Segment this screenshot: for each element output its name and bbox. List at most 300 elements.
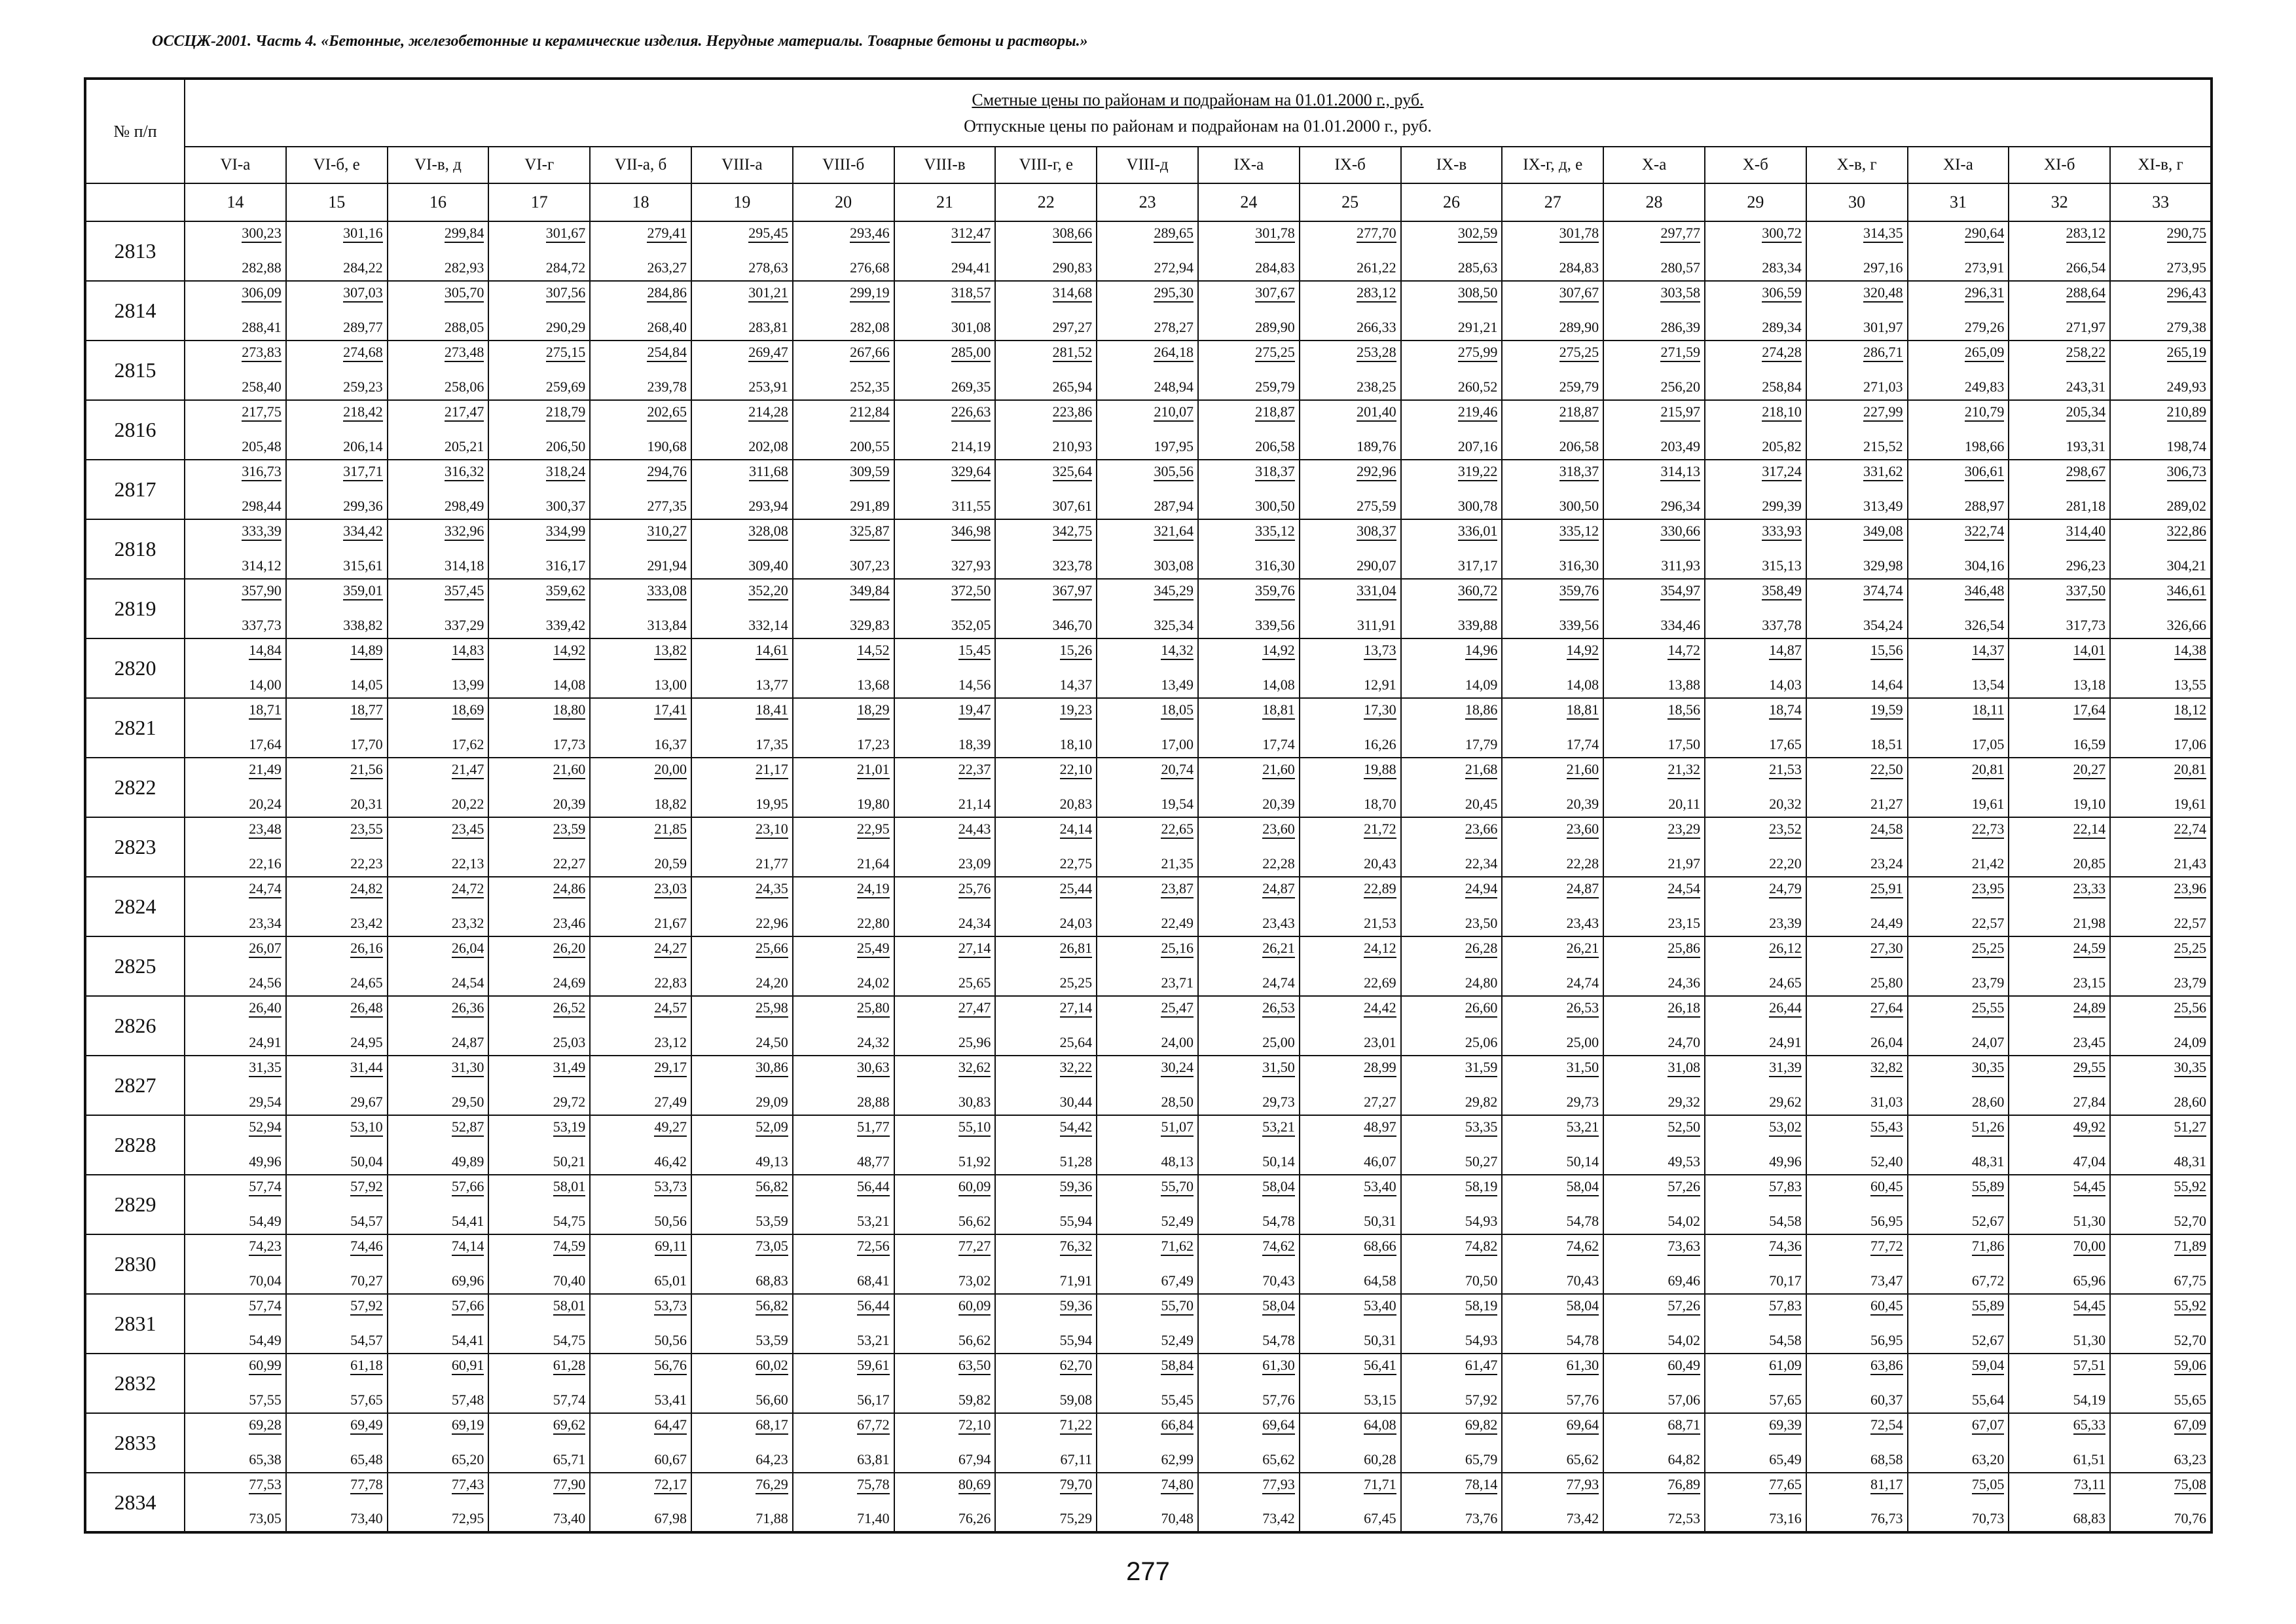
estimate-price: 26,18 bbox=[1667, 999, 1700, 1018]
estimate-price: 52,94 bbox=[249, 1118, 282, 1137]
price-cell bbox=[691, 1473, 793, 1532]
estimate-price: 55,70 bbox=[1161, 1297, 1194, 1316]
release-price: 23,32 bbox=[451, 915, 484, 931]
estimate-price: 58,84 bbox=[1161, 1357, 1194, 1375]
price-cell bbox=[488, 579, 590, 638]
release-price: 338,82 bbox=[343, 617, 383, 633]
price-cell bbox=[1300, 400, 1401, 460]
price-cell bbox=[185, 1473, 286, 1532]
release-price: 190,68 bbox=[647, 438, 687, 454]
price-cell bbox=[2110, 1175, 2212, 1234]
release-price: 22,57 bbox=[1971, 915, 2005, 931]
release-price: 70,27 bbox=[350, 1272, 383, 1289]
release-price: 54,78 bbox=[1566, 1213, 1599, 1229]
release-price: 60,37 bbox=[1870, 1392, 1903, 1408]
release-price: 64,82 bbox=[1667, 1451, 1700, 1467]
table-row bbox=[85, 1175, 2212, 1234]
release-price: 23,50 bbox=[1465, 915, 1498, 931]
estimate-price: 69,62 bbox=[553, 1416, 586, 1435]
release-price: 20,39 bbox=[1566, 796, 1599, 812]
release-price: 55,45 bbox=[1161, 1392, 1194, 1408]
price-cell bbox=[1908, 221, 2009, 281]
estimate-price: 21,85 bbox=[654, 821, 687, 839]
release-price: 13,55 bbox=[2174, 676, 2206, 693]
price-cell bbox=[1806, 638, 1908, 698]
price-cell bbox=[691, 1354, 793, 1413]
column-index: 32 bbox=[2009, 183, 2110, 221]
release-price: 198,74 bbox=[2166, 438, 2206, 454]
price-cell bbox=[590, 221, 691, 281]
price-cell bbox=[1097, 1473, 1198, 1532]
release-price: 24,02 bbox=[857, 974, 890, 991]
price-cell bbox=[185, 1294, 286, 1354]
price-cell bbox=[1908, 817, 2009, 877]
price-cell bbox=[590, 1413, 691, 1473]
price-cell bbox=[1806, 341, 1908, 400]
estimate-price: 24,82 bbox=[350, 880, 383, 898]
price-cell bbox=[590, 877, 691, 936]
release-price: 18,70 bbox=[1364, 796, 1396, 812]
estimate-price: 301,16 bbox=[343, 225, 383, 243]
estimate-price: 24,59 bbox=[2073, 940, 2106, 958]
release-price: 54,57 bbox=[350, 1332, 383, 1348]
estimate-price: 219,46 bbox=[1458, 403, 1498, 422]
price-cell bbox=[488, 1056, 590, 1115]
price-cell bbox=[286, 877, 388, 936]
release-price: 70,50 bbox=[1465, 1272, 1498, 1289]
estimate-price: 27,14 bbox=[1060, 999, 1093, 1018]
release-price: 337,73 bbox=[242, 617, 282, 633]
release-price: 272,94 bbox=[1154, 259, 1194, 276]
release-price: 259,79 bbox=[1255, 378, 1295, 395]
price-cell bbox=[1705, 817, 1806, 877]
release-price: 323,78 bbox=[1052, 557, 1093, 574]
row-number: 2823 bbox=[85, 817, 185, 877]
release-price: 23,45 bbox=[2073, 1034, 2106, 1050]
estimate-price: 60,45 bbox=[1870, 1297, 1903, 1316]
release-price: 21,42 bbox=[1971, 855, 2005, 872]
release-price: 20,39 bbox=[553, 796, 586, 812]
estimate-price: 32,82 bbox=[1870, 1059, 1903, 1077]
release-price: 71,91 bbox=[1059, 1272, 1093, 1289]
release-price: 265,94 bbox=[1052, 378, 1093, 395]
estimate-price: 67,09 bbox=[2174, 1416, 2207, 1435]
release-price: 20,43 bbox=[1364, 855, 1396, 872]
estimate-price: 273,83 bbox=[242, 344, 282, 362]
estimate-price: 23,60 bbox=[1262, 821, 1295, 839]
table-row bbox=[85, 758, 2212, 817]
release-price: 301,97 bbox=[1863, 319, 1903, 335]
price-cell bbox=[1502, 341, 1603, 400]
release-price: 307,61 bbox=[1052, 498, 1093, 514]
estimate-price: 330,66 bbox=[1660, 523, 1700, 541]
price-cell bbox=[1097, 221, 1198, 281]
estimate-price: 26,21 bbox=[1567, 940, 1599, 958]
price-cell bbox=[1502, 698, 1603, 758]
release-price: 23,43 bbox=[1566, 915, 1599, 931]
release-price: 73,76 bbox=[1465, 1510, 1498, 1526]
estimate-price: 81,17 bbox=[1870, 1476, 1903, 1494]
price-cell bbox=[793, 936, 894, 996]
release-price: 249,93 bbox=[2166, 378, 2206, 395]
price-cell bbox=[388, 638, 489, 698]
release-price: 339,56 bbox=[1255, 617, 1295, 633]
price-cell bbox=[2110, 400, 2212, 460]
price-cell bbox=[286, 400, 388, 460]
estimate-price: 59,36 bbox=[1060, 1297, 1093, 1316]
release-price: 54,75 bbox=[553, 1213, 586, 1229]
column-index: 28 bbox=[1603, 183, 1705, 221]
estimate-price: 331,04 bbox=[1357, 582, 1396, 600]
price-cell bbox=[286, 817, 388, 877]
document-header: ОССЦЖ-2001. Часть 4. «Бетонные, железобетонные и керамические изделия. Нерудные материалы. Товарные бетоны и растворы.» bbox=[152, 33, 1088, 50]
price-cell bbox=[488, 638, 590, 698]
price-cell bbox=[793, 638, 894, 698]
release-price: 54,75 bbox=[553, 1332, 586, 1348]
table-row bbox=[85, 1056, 2212, 1115]
estimate-price: 26,28 bbox=[1465, 940, 1498, 958]
estimate-price: 58,19 bbox=[1465, 1178, 1498, 1196]
price-cell bbox=[1502, 936, 1603, 996]
estimate-price: 23,95 bbox=[1972, 880, 2005, 898]
release-price: 50,56 bbox=[654, 1213, 687, 1229]
estimate-price: 32,62 bbox=[958, 1059, 991, 1077]
price-cell bbox=[388, 1056, 489, 1115]
release-price: 54,41 bbox=[451, 1332, 484, 1348]
estimate-price: 14,87 bbox=[1769, 642, 1802, 660]
price-cell bbox=[1806, 1294, 1908, 1354]
estimate-price: 359,76 bbox=[1559, 582, 1599, 600]
table-row bbox=[85, 1413, 2212, 1473]
price-cell bbox=[2110, 1294, 2212, 1354]
estimate-price: 17,64 bbox=[2073, 701, 2106, 720]
region-header: VIII-г, е bbox=[995, 147, 1097, 183]
estimate-price: 331,62 bbox=[1863, 463, 1903, 481]
estimate-price: 314,35 bbox=[1863, 225, 1903, 243]
estimate-price: 58,01 bbox=[553, 1297, 586, 1316]
estimate-price: 59,36 bbox=[1060, 1178, 1093, 1196]
table-title bbox=[185, 79, 2212, 147]
release-price: 288,97 bbox=[1964, 498, 2005, 514]
estimate-price: 18,29 bbox=[857, 701, 890, 720]
estimate-price: 19,88 bbox=[1364, 761, 1396, 779]
release-price: 258,84 bbox=[1762, 378, 1802, 395]
column-index-row bbox=[85, 183, 2212, 221]
estimate-price: 24,87 bbox=[1262, 880, 1295, 898]
price-cell bbox=[590, 1056, 691, 1115]
price-cell bbox=[2110, 877, 2212, 936]
release-price: 53,41 bbox=[654, 1392, 687, 1408]
price-cell bbox=[691, 1175, 793, 1234]
release-price: 311,55 bbox=[951, 498, 991, 514]
estimate-price: 56,44 bbox=[857, 1297, 890, 1316]
price-cell bbox=[590, 817, 691, 877]
price-cell bbox=[1908, 579, 2009, 638]
estimate-price: 254,84 bbox=[647, 344, 687, 362]
release-price: 25,65 bbox=[958, 974, 991, 991]
price-cell bbox=[185, 281, 286, 341]
estimate-price: 14,01 bbox=[2073, 642, 2106, 660]
price-cell bbox=[894, 341, 996, 400]
estimate-price: 77,65 bbox=[1769, 1476, 1802, 1494]
region-header: VI-а bbox=[185, 147, 286, 183]
release-price: 56,60 bbox=[756, 1392, 788, 1408]
estimate-price: 218,87 bbox=[1559, 403, 1599, 422]
estimate-price: 269,47 bbox=[748, 344, 788, 362]
release-price: 67,94 bbox=[958, 1451, 991, 1467]
price-cell bbox=[995, 1473, 1097, 1532]
price-cell bbox=[286, 519, 388, 579]
release-price: 24,91 bbox=[1769, 1034, 1802, 1050]
release-price: 275,59 bbox=[1357, 498, 1396, 514]
price-cell bbox=[894, 817, 996, 877]
price-cell bbox=[388, 1294, 489, 1354]
estimate-price: 215,97 bbox=[1660, 403, 1700, 422]
price-cell bbox=[894, 1294, 996, 1354]
price-cell bbox=[894, 1234, 996, 1294]
price-cell bbox=[590, 1234, 691, 1294]
estimate-price: 23,59 bbox=[553, 821, 586, 839]
table-row bbox=[85, 1294, 2212, 1354]
release-price: 23,79 bbox=[2174, 974, 2206, 991]
release-price: 70,40 bbox=[553, 1272, 586, 1289]
release-price: 27,27 bbox=[1364, 1094, 1396, 1110]
price-cell bbox=[388, 341, 489, 400]
estimate-price: 77,43 bbox=[452, 1476, 484, 1494]
estimate-price: 334,42 bbox=[343, 523, 383, 541]
price-cell bbox=[1097, 341, 1198, 400]
estimate-price: 14,84 bbox=[249, 642, 282, 660]
estimate-price: 63,86 bbox=[1870, 1357, 1903, 1375]
estimate-price: 360,72 bbox=[1458, 582, 1498, 600]
release-price: 57,48 bbox=[451, 1392, 484, 1408]
price-cell bbox=[1502, 221, 1603, 281]
price-cell bbox=[1401, 817, 1503, 877]
estimate-price: 264,18 bbox=[1154, 344, 1194, 362]
release-price: 57,65 bbox=[350, 1392, 383, 1408]
column-index: 24 bbox=[1198, 183, 1300, 221]
estimate-price: 30,35 bbox=[1972, 1059, 2005, 1077]
price-cell bbox=[185, 996, 286, 1056]
price-cell bbox=[894, 1473, 996, 1532]
price-cell bbox=[388, 877, 489, 936]
release-price: 69,96 bbox=[451, 1272, 484, 1289]
release-price: 17,23 bbox=[857, 736, 890, 752]
price-cell bbox=[2009, 996, 2110, 1056]
estimate-price: 15,45 bbox=[958, 642, 991, 660]
price-cell bbox=[1502, 1056, 1603, 1115]
estimate-price: 30,86 bbox=[756, 1059, 788, 1077]
price-cell bbox=[590, 400, 691, 460]
release-price: 64,23 bbox=[756, 1451, 788, 1467]
release-price: 19,10 bbox=[2073, 796, 2106, 812]
estimate-price: 57,92 bbox=[350, 1297, 383, 1316]
price-cell bbox=[1198, 460, 1300, 519]
region-header: X-а bbox=[1603, 147, 1705, 183]
price-cell bbox=[1705, 698, 1806, 758]
release-price: 326,54 bbox=[1964, 617, 2005, 633]
estimate-price: 13,82 bbox=[654, 642, 687, 660]
price-cell bbox=[286, 996, 388, 1056]
estimate-price: 18,11 bbox=[1973, 701, 2005, 720]
release-price: 73,42 bbox=[1262, 1510, 1295, 1526]
estimate-price: 18,74 bbox=[1769, 701, 1802, 720]
release-price: 68,83 bbox=[756, 1272, 788, 1289]
estimate-price: 31,39 bbox=[1769, 1059, 1802, 1077]
release-price: 16,37 bbox=[654, 736, 687, 752]
price-cell bbox=[1806, 1234, 1908, 1294]
estimate-price: 21,53 bbox=[1769, 761, 1802, 779]
price-cell bbox=[1806, 996, 1908, 1056]
estimate-price: 71,71 bbox=[1364, 1476, 1396, 1494]
release-price: 300,78 bbox=[1457, 498, 1498, 514]
price-cell bbox=[286, 1115, 388, 1175]
estimate-price: 23,48 bbox=[249, 821, 282, 839]
release-price: 65,01 bbox=[654, 1272, 687, 1289]
release-price: 54,02 bbox=[1667, 1332, 1700, 1348]
price-cell bbox=[1806, 877, 1908, 936]
price-cell bbox=[1502, 1175, 1603, 1234]
price-cell bbox=[1198, 341, 1300, 400]
estimate-price: 25,98 bbox=[756, 999, 788, 1018]
region-header: VI-б, е bbox=[286, 147, 388, 183]
release-price: 309,40 bbox=[748, 557, 788, 574]
estimate-price: 273,48 bbox=[445, 344, 484, 362]
release-price: 200,55 bbox=[850, 438, 890, 454]
release-price: 67,45 bbox=[1364, 1510, 1396, 1526]
table-row bbox=[85, 281, 2212, 341]
release-price: 50,27 bbox=[1465, 1153, 1498, 1170]
estimate-price: 307,03 bbox=[343, 284, 383, 303]
estimate-price: 55,70 bbox=[1161, 1178, 1194, 1196]
estimate-price: 71,62 bbox=[1161, 1238, 1194, 1256]
estimate-price: 17,41 bbox=[654, 701, 687, 720]
price-cell bbox=[894, 1413, 996, 1473]
release-price: 67,11 bbox=[1060, 1451, 1093, 1467]
release-price: 24,03 bbox=[1059, 915, 1093, 931]
price-cell bbox=[388, 1234, 489, 1294]
release-price: 19,61 bbox=[1971, 796, 2005, 812]
release-price: 197,95 bbox=[1154, 438, 1194, 454]
estimate-price: 275,99 bbox=[1458, 344, 1498, 362]
price-cell bbox=[1705, 1473, 1806, 1532]
estimate-price: 205,34 bbox=[2066, 403, 2106, 422]
release-price: 24,54 bbox=[451, 974, 484, 991]
release-price: 24,95 bbox=[350, 1034, 383, 1050]
column-index: 31 bbox=[1908, 183, 2009, 221]
estimate-price: 293,46 bbox=[850, 225, 890, 243]
price-cell bbox=[995, 519, 1097, 579]
estimate-price: 59,61 bbox=[857, 1357, 890, 1375]
estimate-price: 53,21 bbox=[1262, 1118, 1295, 1137]
price-cell bbox=[1401, 877, 1503, 936]
release-price: 51,92 bbox=[958, 1153, 991, 1170]
price-cell bbox=[1401, 1175, 1503, 1234]
price-cell bbox=[995, 1234, 1097, 1294]
estimate-price: 308,37 bbox=[1357, 523, 1396, 541]
estimate-price: 58,01 bbox=[553, 1178, 586, 1196]
estimate-price: 21,01 bbox=[857, 761, 890, 779]
price-cell bbox=[1806, 1056, 1908, 1115]
price-cell bbox=[691, 996, 793, 1056]
estimate-price: 60,09 bbox=[958, 1297, 991, 1316]
estimate-price: 325,64 bbox=[1053, 463, 1093, 481]
release-price: 51,30 bbox=[2073, 1332, 2106, 1348]
estimate-price: 274,28 bbox=[1762, 344, 1802, 362]
price-cell bbox=[793, 1413, 894, 1473]
estimate-price: 65,33 bbox=[2073, 1416, 2106, 1435]
estimate-price: 56,82 bbox=[756, 1297, 788, 1316]
release-price: 13,77 bbox=[756, 676, 788, 693]
estimate-price: 24,74 bbox=[249, 880, 282, 898]
release-price: 29,73 bbox=[1262, 1094, 1295, 1110]
release-price: 256,20 bbox=[1660, 378, 1700, 395]
price-cell bbox=[995, 281, 1097, 341]
release-price: 65,96 bbox=[2073, 1272, 2106, 1289]
price-cell bbox=[488, 1294, 590, 1354]
release-price: 189,76 bbox=[1357, 438, 1396, 454]
price-cell bbox=[1097, 936, 1198, 996]
price-cell bbox=[691, 638, 793, 698]
price-cell bbox=[590, 519, 691, 579]
price-cell bbox=[388, 1175, 489, 1234]
release-price: 296,34 bbox=[1660, 498, 1700, 514]
release-price: 214,19 bbox=[951, 438, 991, 454]
release-price: 24,07 bbox=[1971, 1034, 2005, 1050]
estimate-price: 77,53 bbox=[249, 1476, 282, 1494]
estimate-price: 68,66 bbox=[1364, 1238, 1396, 1256]
price-cell bbox=[1300, 1413, 1401, 1473]
price-cell bbox=[1806, 400, 1908, 460]
release-price: 352,05 bbox=[951, 617, 991, 633]
release-price: 48,31 bbox=[1971, 1153, 2005, 1170]
estimate-price: 14,32 bbox=[1161, 642, 1194, 660]
column-index: 33 bbox=[2110, 183, 2212, 221]
price-cell bbox=[1198, 400, 1300, 460]
row-number: 2821 bbox=[85, 698, 185, 758]
release-price: 30,44 bbox=[1059, 1094, 1093, 1110]
price-cell bbox=[995, 638, 1097, 698]
estimate-price: 301,67 bbox=[546, 225, 586, 243]
price-cell bbox=[1908, 1175, 2009, 1234]
release-price: 21,77 bbox=[756, 855, 788, 872]
price-cell bbox=[185, 1115, 286, 1175]
estimate-price: 23,29 bbox=[1667, 821, 1700, 839]
release-price: 51,30 bbox=[2073, 1213, 2106, 1229]
estimate-price: 334,99 bbox=[546, 523, 586, 541]
price-cell bbox=[388, 281, 489, 341]
release-price: 304,16 bbox=[1964, 557, 2005, 574]
price-cell bbox=[1097, 698, 1198, 758]
release-price: 24,56 bbox=[249, 974, 282, 991]
release-price: 73,40 bbox=[553, 1510, 586, 1526]
release-price: 52,49 bbox=[1161, 1332, 1194, 1348]
price-cell bbox=[995, 758, 1097, 817]
price-cell bbox=[1502, 1234, 1603, 1294]
price-cell bbox=[1198, 1354, 1300, 1413]
row-number: 2822 bbox=[85, 758, 185, 817]
price-cell bbox=[1401, 698, 1503, 758]
estimate-price: 18,80 bbox=[553, 701, 586, 720]
price-cell bbox=[1806, 817, 1908, 877]
release-price: 284,83 bbox=[1255, 259, 1295, 276]
price-cell bbox=[1198, 1056, 1300, 1115]
price-cell bbox=[894, 1056, 996, 1115]
price-cell bbox=[1603, 817, 1705, 877]
estimate-price: 335,12 bbox=[1255, 523, 1295, 541]
estimate-price: 53,40 bbox=[1364, 1178, 1396, 1196]
release-price: 56,17 bbox=[857, 1392, 890, 1408]
